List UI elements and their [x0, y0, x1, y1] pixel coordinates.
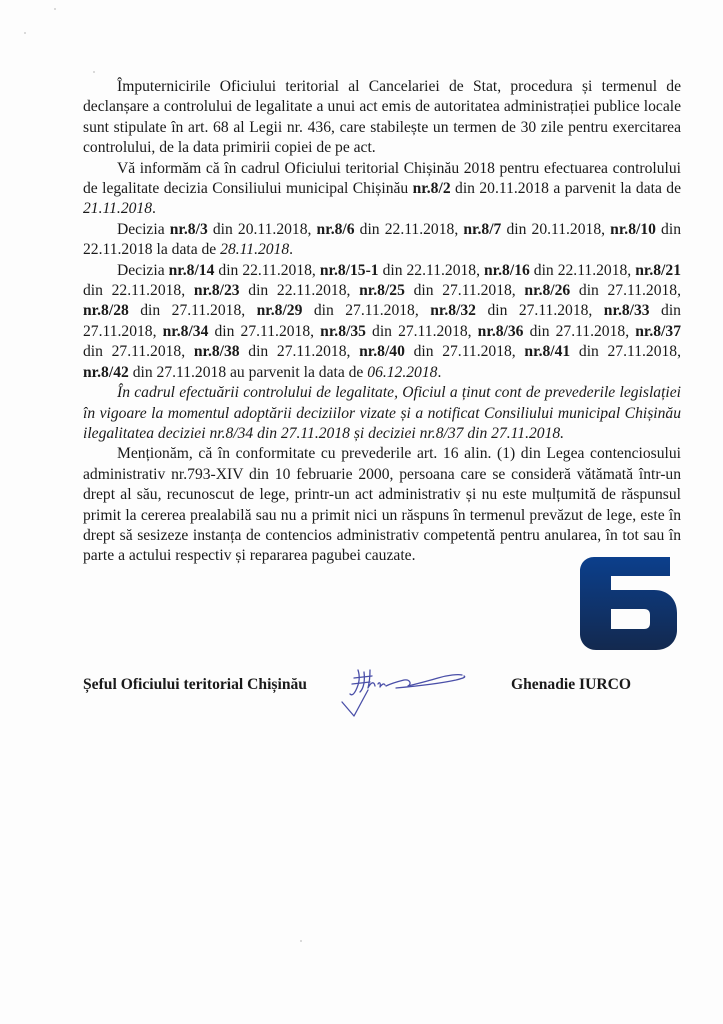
decision-number: nr.8/21: [635, 261, 681, 279]
text-run: În cadrul efectuării controlului de legalitate, Oficiul a ținut cont de prevederile legislației în vigoare la momentul adoptării deciziilor vizate și a notificat Consiliului municipal Chișinău ilegalitatea deciziei nr.8/34 din 27.11.2018 și deciziei nr.8/37 din 27.11.2018.: [83, 384, 681, 442]
scan-speck: [300, 940, 302, 942]
text-run: din 27.11.2018,: [404, 343, 525, 361]
text-run: din 22.11.2018,: [354, 220, 464, 238]
signatory-name: Ghenadie IURCO: [511, 676, 631, 693]
text-run: din 22.11.2018,: [214, 261, 320, 279]
text-run: din 22.11.2018 la data de: [83, 220, 681, 259]
decision-number: nr.8/6: [316, 220, 355, 238]
text-run: din 27.11.2018 au parvenit la data de: [128, 363, 368, 381]
text-run: din 27.11.2018,: [475, 302, 604, 320]
decision-number: nr.8/41: [524, 343, 571, 361]
paragraph-3: [83, 220, 681, 261]
decision-number: nr.8/7: [463, 220, 502, 238]
decision-number: nr.8/35: [320, 322, 366, 340]
text-run: Decizia: [117, 261, 169, 279]
text-run: din 27.11.2018,: [365, 322, 478, 340]
text-run: Împuternicirile Oficiului teritorial al Cancelariei de Stat, procedura și termenul de declanșare a controlului de legalitate a unui act emis de autoritatea administrației publice locale sunt stipulate în art. 68 al Legii nr. 436, care stabilește un termen de 30 zile pentru exercitarea controlului, de la data primirii copiei de pe act.: [83, 78, 681, 157]
decision-number: nr.8/33: [603, 302, 650, 320]
decision-number: nr.8/42: [83, 363, 129, 381]
logo-svg: [580, 557, 678, 650]
decision-number: nr.8/29: [256, 302, 303, 320]
paragraph-4: [83, 261, 681, 383]
text-run: din 22.11.2018,: [239, 282, 360, 300]
text-run: din 22.11.2018,: [378, 261, 484, 279]
signatory-title: Șeful Oficiului teritorial Chișinău: [83, 676, 307, 693]
decision-number: nr.8/34: [162, 322, 209, 340]
text-run: din 27.11.2018,: [239, 343, 360, 361]
text-run: din 27.11.2018,: [570, 343, 682, 361]
text-run: din 20.11.2018,: [207, 220, 317, 238]
text-run: Vă informăm că în cadrul Oficiului teritorial Chișinău 2018 pentru efectuarea controlului de legalitate decizia Consiliului municipal Chișinău: [83, 159, 681, 198]
text-run: Decizia: [117, 220, 170, 238]
date-italic: 28.11.2018: [220, 241, 290, 259]
text-run: din 22.11.2018,: [529, 261, 636, 279]
signature-block: [83, 676, 683, 716]
paragraph-2: [83, 159, 681, 220]
text-run: din 27.11.2018,: [523, 322, 636, 340]
text-run: din 22.11.2018,: [83, 282, 194, 300]
scan-speck: [24, 32, 26, 34]
paragraph-5-italic: [83, 383, 681, 444]
text-run: din 20.11.2018,: [501, 220, 611, 238]
document-body: [83, 77, 681, 567]
text-run: Menționăm, că în conformitate cu prevederile art. 16 alin. (1) din Legea contenciosului administrativ nr.793-XIV din 10 februarie 2000, persoana care se consideră vătămată într-un drept al său, recunoscut de lege, printr-un act administrativ și nu este mulțumită de răspunsul primit la cererea prealabilă sau nu a primit nici un răspuns în termenul prevăzut de lege, este în drept să sesizeze instanța de contencios administrativ competentă pentru anularea, în tot sau în parte a actului respectiv și repararea pagubei cauzate.: [83, 445, 681, 565]
decision-number: nr.8/25: [359, 282, 405, 300]
paragraph-6: [83, 444, 681, 566]
decision-number: nr.8/15-1: [319, 261, 379, 279]
text-run: .: [437, 363, 442, 381]
text-run: din 27.11.2018,: [404, 282, 525, 300]
decision-number: nr.8/10: [610, 220, 656, 238]
decision-number: nr.8/38: [193, 343, 240, 361]
date-italic: 06.12.2018: [367, 363, 438, 381]
text-run: din 20.11.2018 a parvenit la data de: [450, 180, 681, 198]
text-run: din 27.11.2018,: [83, 302, 681, 340]
text-run: din 27.11.2018,: [302, 302, 431, 320]
text-run: din 27.11.2018,: [128, 302, 257, 320]
text-run: din 27.11.2018,: [208, 322, 321, 340]
paragraph-1: [83, 77, 681, 159]
decision-number: nr.8/14: [168, 261, 215, 279]
letter-be-logo-icon: [580, 557, 678, 650]
handwritten-signature-icon: [338, 662, 498, 722]
decision-number: nr.8/40: [359, 343, 405, 361]
decision-number: nr.8/28: [83, 302, 129, 320]
logo-glyph-shape: [580, 557, 677, 650]
date-italic: 21.11.2018: [83, 200, 153, 218]
text-run: din 27.11.2018,: [83, 343, 194, 361]
decision-number: nr.8/26: [524, 282, 571, 300]
decision-number: nr.8/2: [412, 180, 451, 198]
decision-number: nr.8/36: [477, 322, 524, 340]
decision-number: nr.8/37: [635, 322, 681, 340]
decision-number: nr.8/32: [430, 302, 476, 320]
scan-speck: [54, 8, 56, 10]
text-run: .: [152, 200, 156, 218]
scan-speck: [93, 71, 95, 73]
text-run: .: [289, 241, 294, 259]
decision-number: nr.8/3: [169, 220, 208, 238]
text-run: din 27.11.2018,: [570, 282, 682, 300]
decision-number: nr.8/16: [484, 261, 530, 279]
decision-number: nr.8/23: [193, 282, 240, 300]
